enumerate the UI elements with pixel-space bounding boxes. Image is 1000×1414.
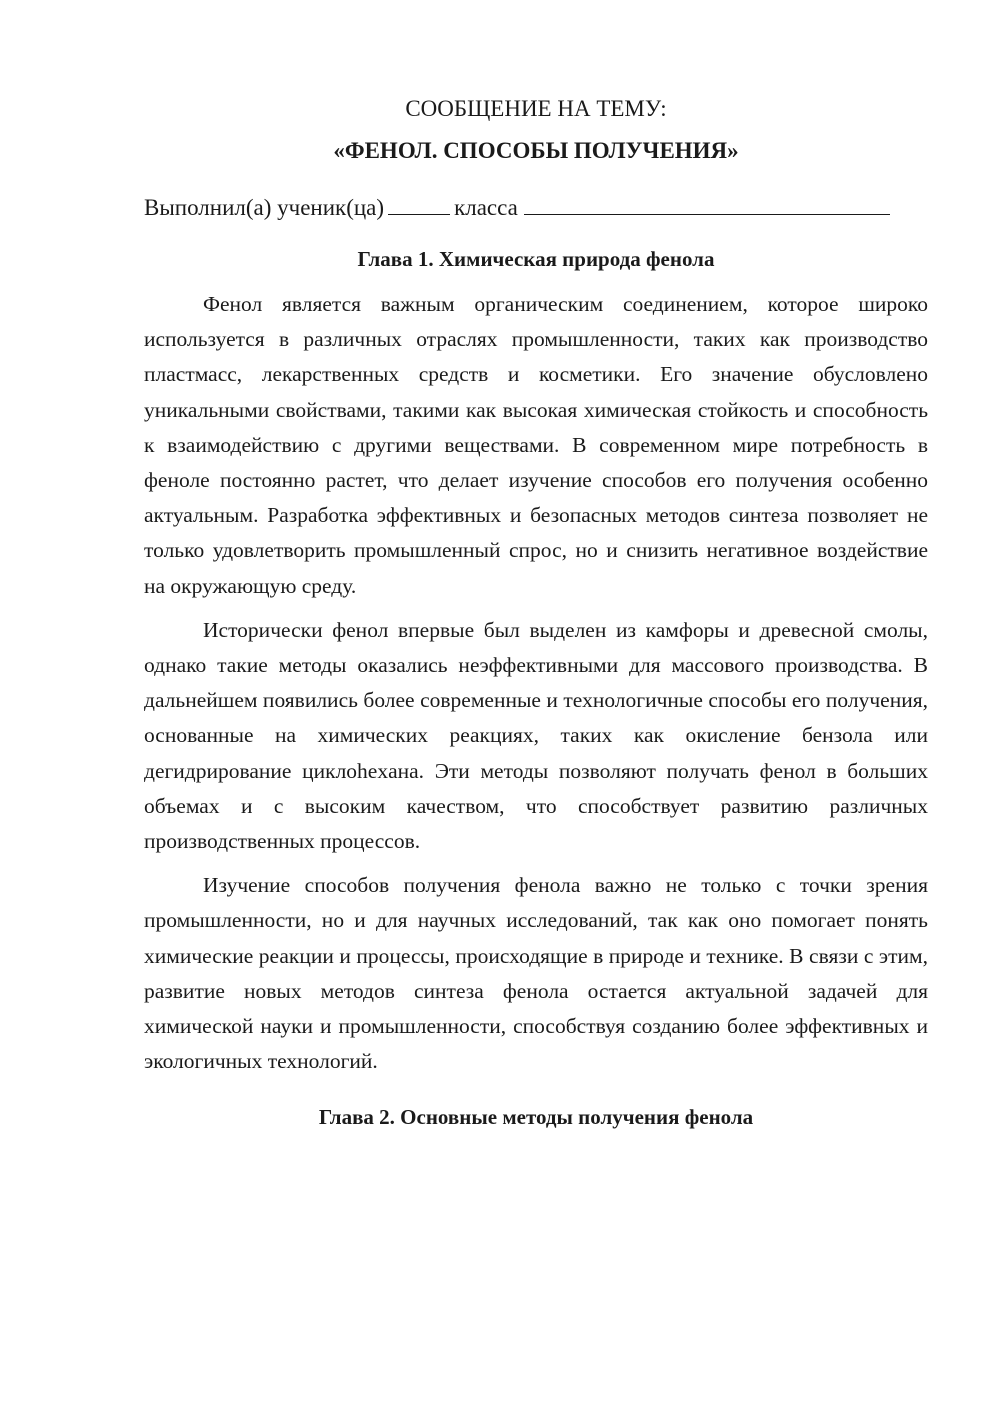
paragraph: Фенол является важным органическим соединением, которое широко используется в различных отраслях промышленности, таких как производство пластмасс, лекарственных средств и косметики. Его значение обусловлено уникальными свойствами, такими как высокая химическая стойкость и способность к взаимодействию с другими веществами. В современном мире потребность в феноле постоянно растет, что делает изучение способов его получения особенно актуальным. Разработка эффективных и безопасных методов синтеза позволяет не только удовлетворить промышленный спрос, но и снизить негативное воздействие на окружающую среду. xyxy=(144,292,928,598)
chapter-1-title: Глава 1. Химическая природа фенола xyxy=(357,247,715,271)
paragraph: Изучение способов получения фенола важно не только с точки зрения промышленности, но и для научных исследований, так как оно помогает понять химические реакции и процессы, происходящие в природе и технике. В связи с этим, развитие новых методов синтеза фенола остается актуальной задачей для химической науки и промышленности, способствуя созданию более эффективных и экологичных технологий. xyxy=(144,873,928,1074)
document-title: «ФЕНОЛ. СПОСОБЫ ПОЛУЧЕНИЯ» xyxy=(333,138,739,163)
chapter-2-title: Глава 2. Основные методы получения фенола xyxy=(318,1105,754,1130)
author-prefix: Выполнил(а) ученик(ца) xyxy=(144,195,385,220)
document-header: СООБЩЕНИЕ НА ТЕМУ: xyxy=(405,96,667,121)
author-line xyxy=(144,190,928,225)
class-number-blank xyxy=(388,190,450,215)
class-label: класса xyxy=(454,195,518,220)
paragraph: Исторически фенол впервые был выделен из камфоры и древесной смолы, однако такие методы оказались неэффективными для массового производства. В дальнейшем появились более современные и технологичные способы его получения, основанные на химических реакциях, таких как окисление бензола или дегидрирование циклоhexана. Эти методы позволяют получать фенол в больших объемах и с высоким качеством, что способствует развитию различных производственных процессов. xyxy=(144,617,928,854)
author-name-blank xyxy=(524,190,890,215)
document-page xyxy=(144,92,928,1133)
